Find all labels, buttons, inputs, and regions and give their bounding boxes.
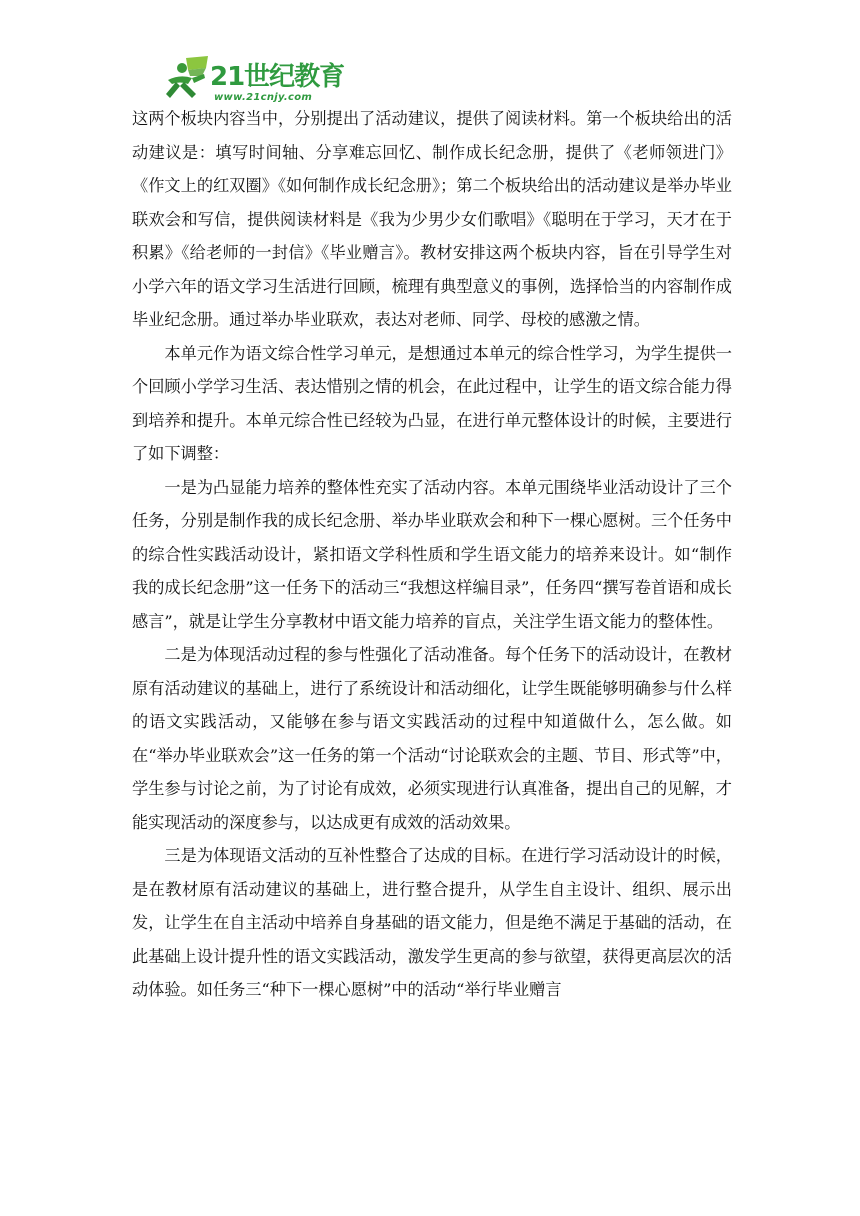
document-body — [132, 102, 732, 1007]
paragraph-3: 一是为凸显能力培养的整体性充实了活动内容。本单元围绕毕业活动设计了三个任务，分别是制作我的成长纪念册、举办毕业联欢会和种下一棵心愿树。三个任务中的综合性实践活动设计，紧扣语文学科性质和学生语文能力的培养来设计。如“制作我的成长纪念册”这一任务下的活动三“我想这样编目录”，任务四“撰写卷首语和成长感言”，就是让学生分享教材中语文能力培养的盲点，关注学生语文能力的整体性。 — [132, 477, 732, 631]
site-logo — [162, 54, 352, 108]
logo-wordmark: 21世纪教育 — [210, 62, 345, 92]
paragraph-1: 这两个板块内容当中，分别提出了活动建议，提供了阅读材料。第一个板块给出的活动建议是：填写时间轴、分享难忘回忆、制作成长纪念册，提供了《老师领进门》《作文上的红双圈》《如何制作成长纪念册》；第二个板块给出的活动建议是举办毕业联欢会和写信，提供阅读材料是《我为少男少女们歌唱》《聪明在于学习，天才在于积累》《给老师的一封信》《毕业赠言》。教材安排这两个板块内容，旨在引导学生对小学六年的语文学习生活进行回顾，梳理有典型意义的事例，选择恰当的内容制作成毕业纪念册。通过举办毕业联欢，表达对老师、同学、母校的感激之情。 — [132, 109, 732, 329]
paragraph-2: 本单元作为语文综合性学习单元，是想通过本单元的综合性学习，为学生提供一个回顾小学学习生活、表达惜别之情的机会，在此过程中，让学生的语文综合能力得到培养和提升。本单元综合性已经较为凸显，在进行单元整体设计的时候，主要进行了如下调整： — [132, 343, 732, 463]
paragraph-5: 三是为体现语文活动的互补性整合了达成的目标。在进行学习活动设计的时候，是在教材原有活动建议的基础上，进行整合提升，从学生自主设计、组织、展示出发，让学生在自主活动中培养自身基础的语文能力，但是绝不满足于基础的活动，在此基础上设计提升性的语文实践活动，激发学生更高的参与欲望，获得更高层次的活动体验。如任务三“种下一棵心愿树”中的活动“举行毕业赠言 — [132, 846, 732, 999]
runner-logo-icon — [162, 54, 212, 106]
logo-url: www.21cnjy.com — [214, 92, 313, 103]
paragraph-4: 二是为体现活动过程的参与性强化了活动准备。每个任务下的活动设计，在教材原有活动建议的基础上，进行了系统设计和活动细化，让学生既能够明确参与什么样的语文实践活动，又能够在参与语文实践活动的过程中知道做什么，怎么做。如在“举办毕业联欢会”这一任务的第一个活动“讨论联欢会的主题、节目、形式等”中，学生参与讨论之前，为了讨论有成效，必须实现进行认真准备，提出自己的见解，才能实现活动的深度参与，以达成更有成效的活动效果。 — [132, 645, 732, 832]
